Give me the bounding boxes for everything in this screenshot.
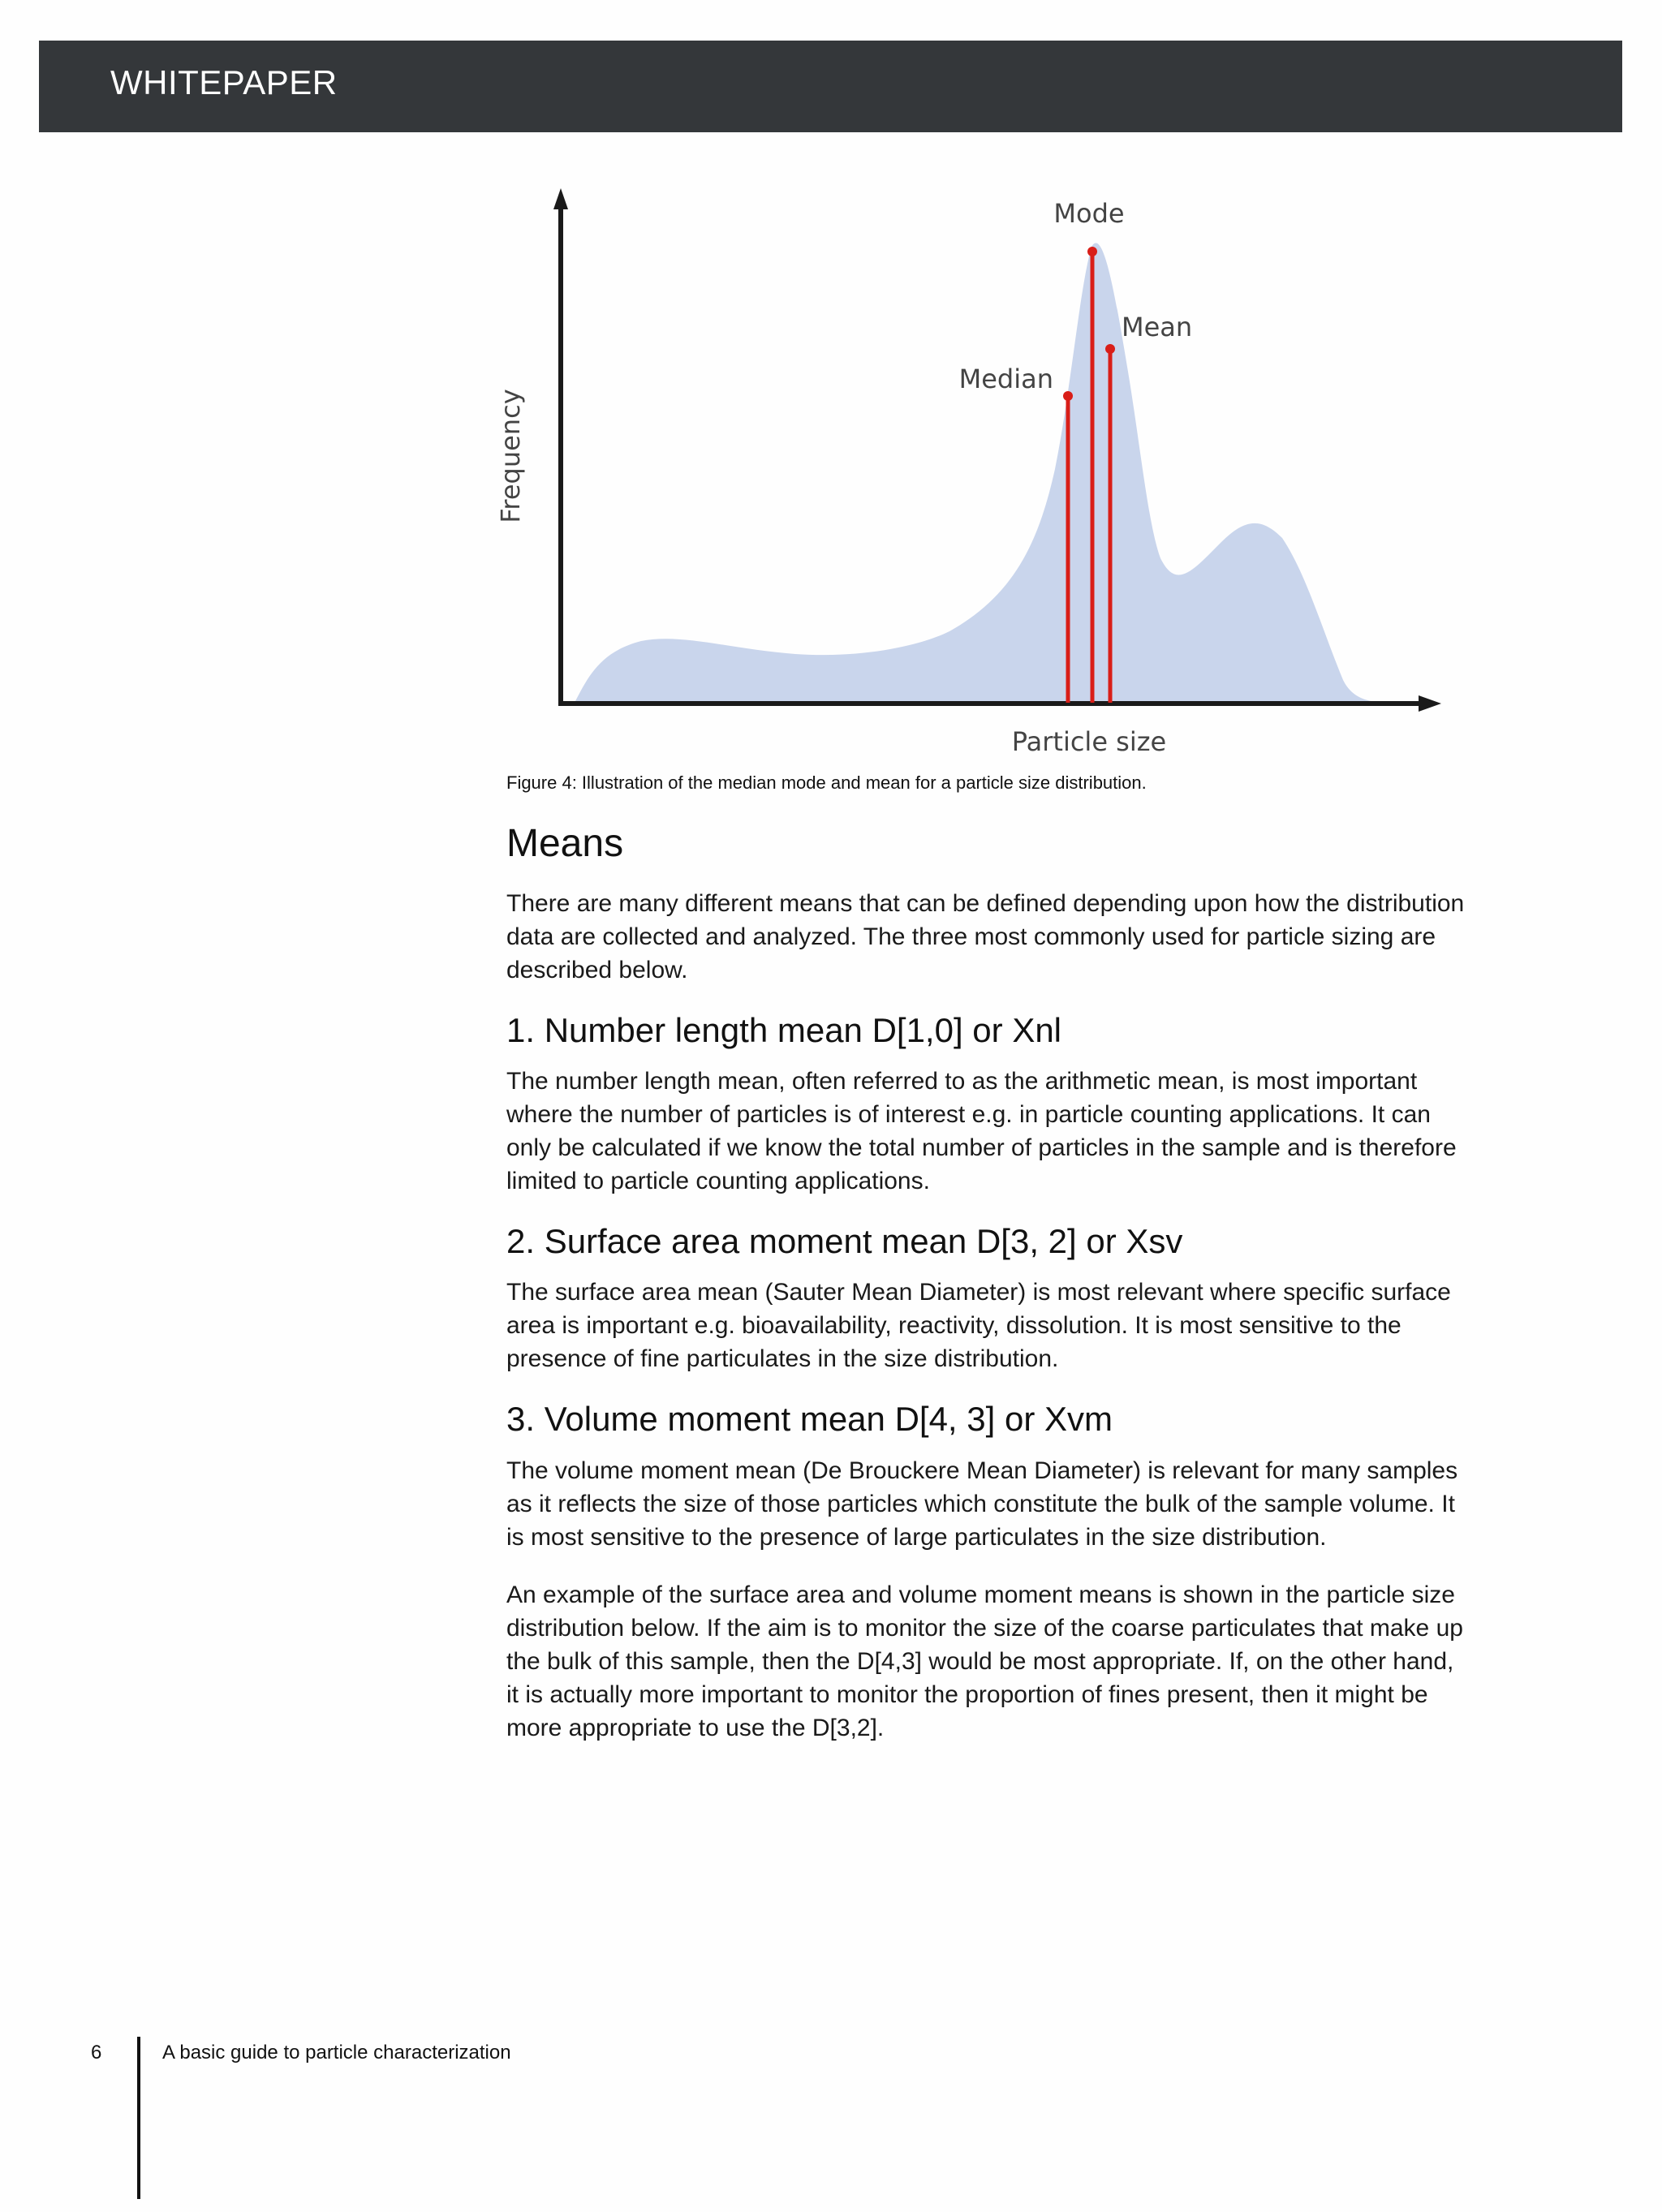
x-axis-label: Particle size: [1011, 726, 1167, 757]
footer-divider: [137, 2037, 140, 2199]
mean-marker: [1105, 344, 1115, 354]
median-label: Median: [958, 364, 1053, 394]
header-bar: [39, 41, 1622, 132]
subsection-title-surface-area-mean: 2. Surface area moment mean D[3, 2] or Xsv: [506, 1222, 1183, 1261]
distribution-figure: [487, 177, 1461, 761]
page-number: 6: [91, 2042, 102, 2064]
figure-caption: Figure 4: Illustration of the median mode and mean for a particle size distribution.: [506, 772, 1147, 793]
main-content: [506, 823, 1480, 1769]
number-length-mean-paragraph: The number length mean, often referred to as the arithmetic mean, is most important where the number of particles is of interest e.g. in particle counting applications. It can only be calculated if we know the total number of particles in the sample and is therefore limited to particle counting applications.: [506, 1068, 1457, 1195]
subsection-title-volume-moment-mean: 3. Volume moment mean D[4, 3] or Xvm: [506, 1400, 1113, 1439]
footer-document-title: A basic guide to particle characterization: [162, 2042, 511, 2064]
means-intro-paragraph: There are many different means that can be defined depending upon how the distribution data are collected and analyzed. The three most commonly used for particle sizing are described below.: [506, 889, 1465, 983]
example-paragraph: An example of the surface area and volume moment means is shown in the particle size distribution below. If the aim is to monitor the size of the coarse particulates that make up the bulk of this sample, then the D[4,3] would be most appropriate. If, on the other hand, it is actually more important to monitor the proportion of fines present, then it might be more appropriate to use the D[3,2].: [506, 1581, 1463, 1741]
distribution-curve: [575, 243, 1380, 703]
distribution-diagram: [487, 177, 1461, 761]
header-title: WHITEPAPER: [110, 63, 338, 101]
volume-moment-mean-paragraph: The volume moment mean (De Brouckere Mean Diameter) is relevant for many samples as it reflects the size of those particles which constitute the bulk of the sample volume. It is most sensitive to the presence of large particulates in the size distribution.: [506, 1457, 1458, 1551]
median-marker: [1063, 391, 1073, 401]
mean-label: Mean: [1122, 312, 1193, 342]
mode-marker: [1087, 247, 1097, 256]
subsection-title-number-length-mean: 1. Number length mean D[1,0] or Xnl: [506, 1010, 1062, 1049]
y-axis-label: Frequency: [495, 389, 526, 523]
x-axis-arrow: [1419, 695, 1441, 712]
section-title-means: Means: [506, 822, 624, 865]
surface-area-mean-paragraph: The surface area mean (Sauter Mean Diameter) is most relevant where specific surface area is important e.g. bioavailability, reactivity, dissolution. It is most sensitive to the presence of fine particulates in the size distribution.: [506, 1279, 1451, 1373]
y-axis-arrow: [553, 188, 568, 209]
mode-label: Mode: [1053, 198, 1125, 229]
